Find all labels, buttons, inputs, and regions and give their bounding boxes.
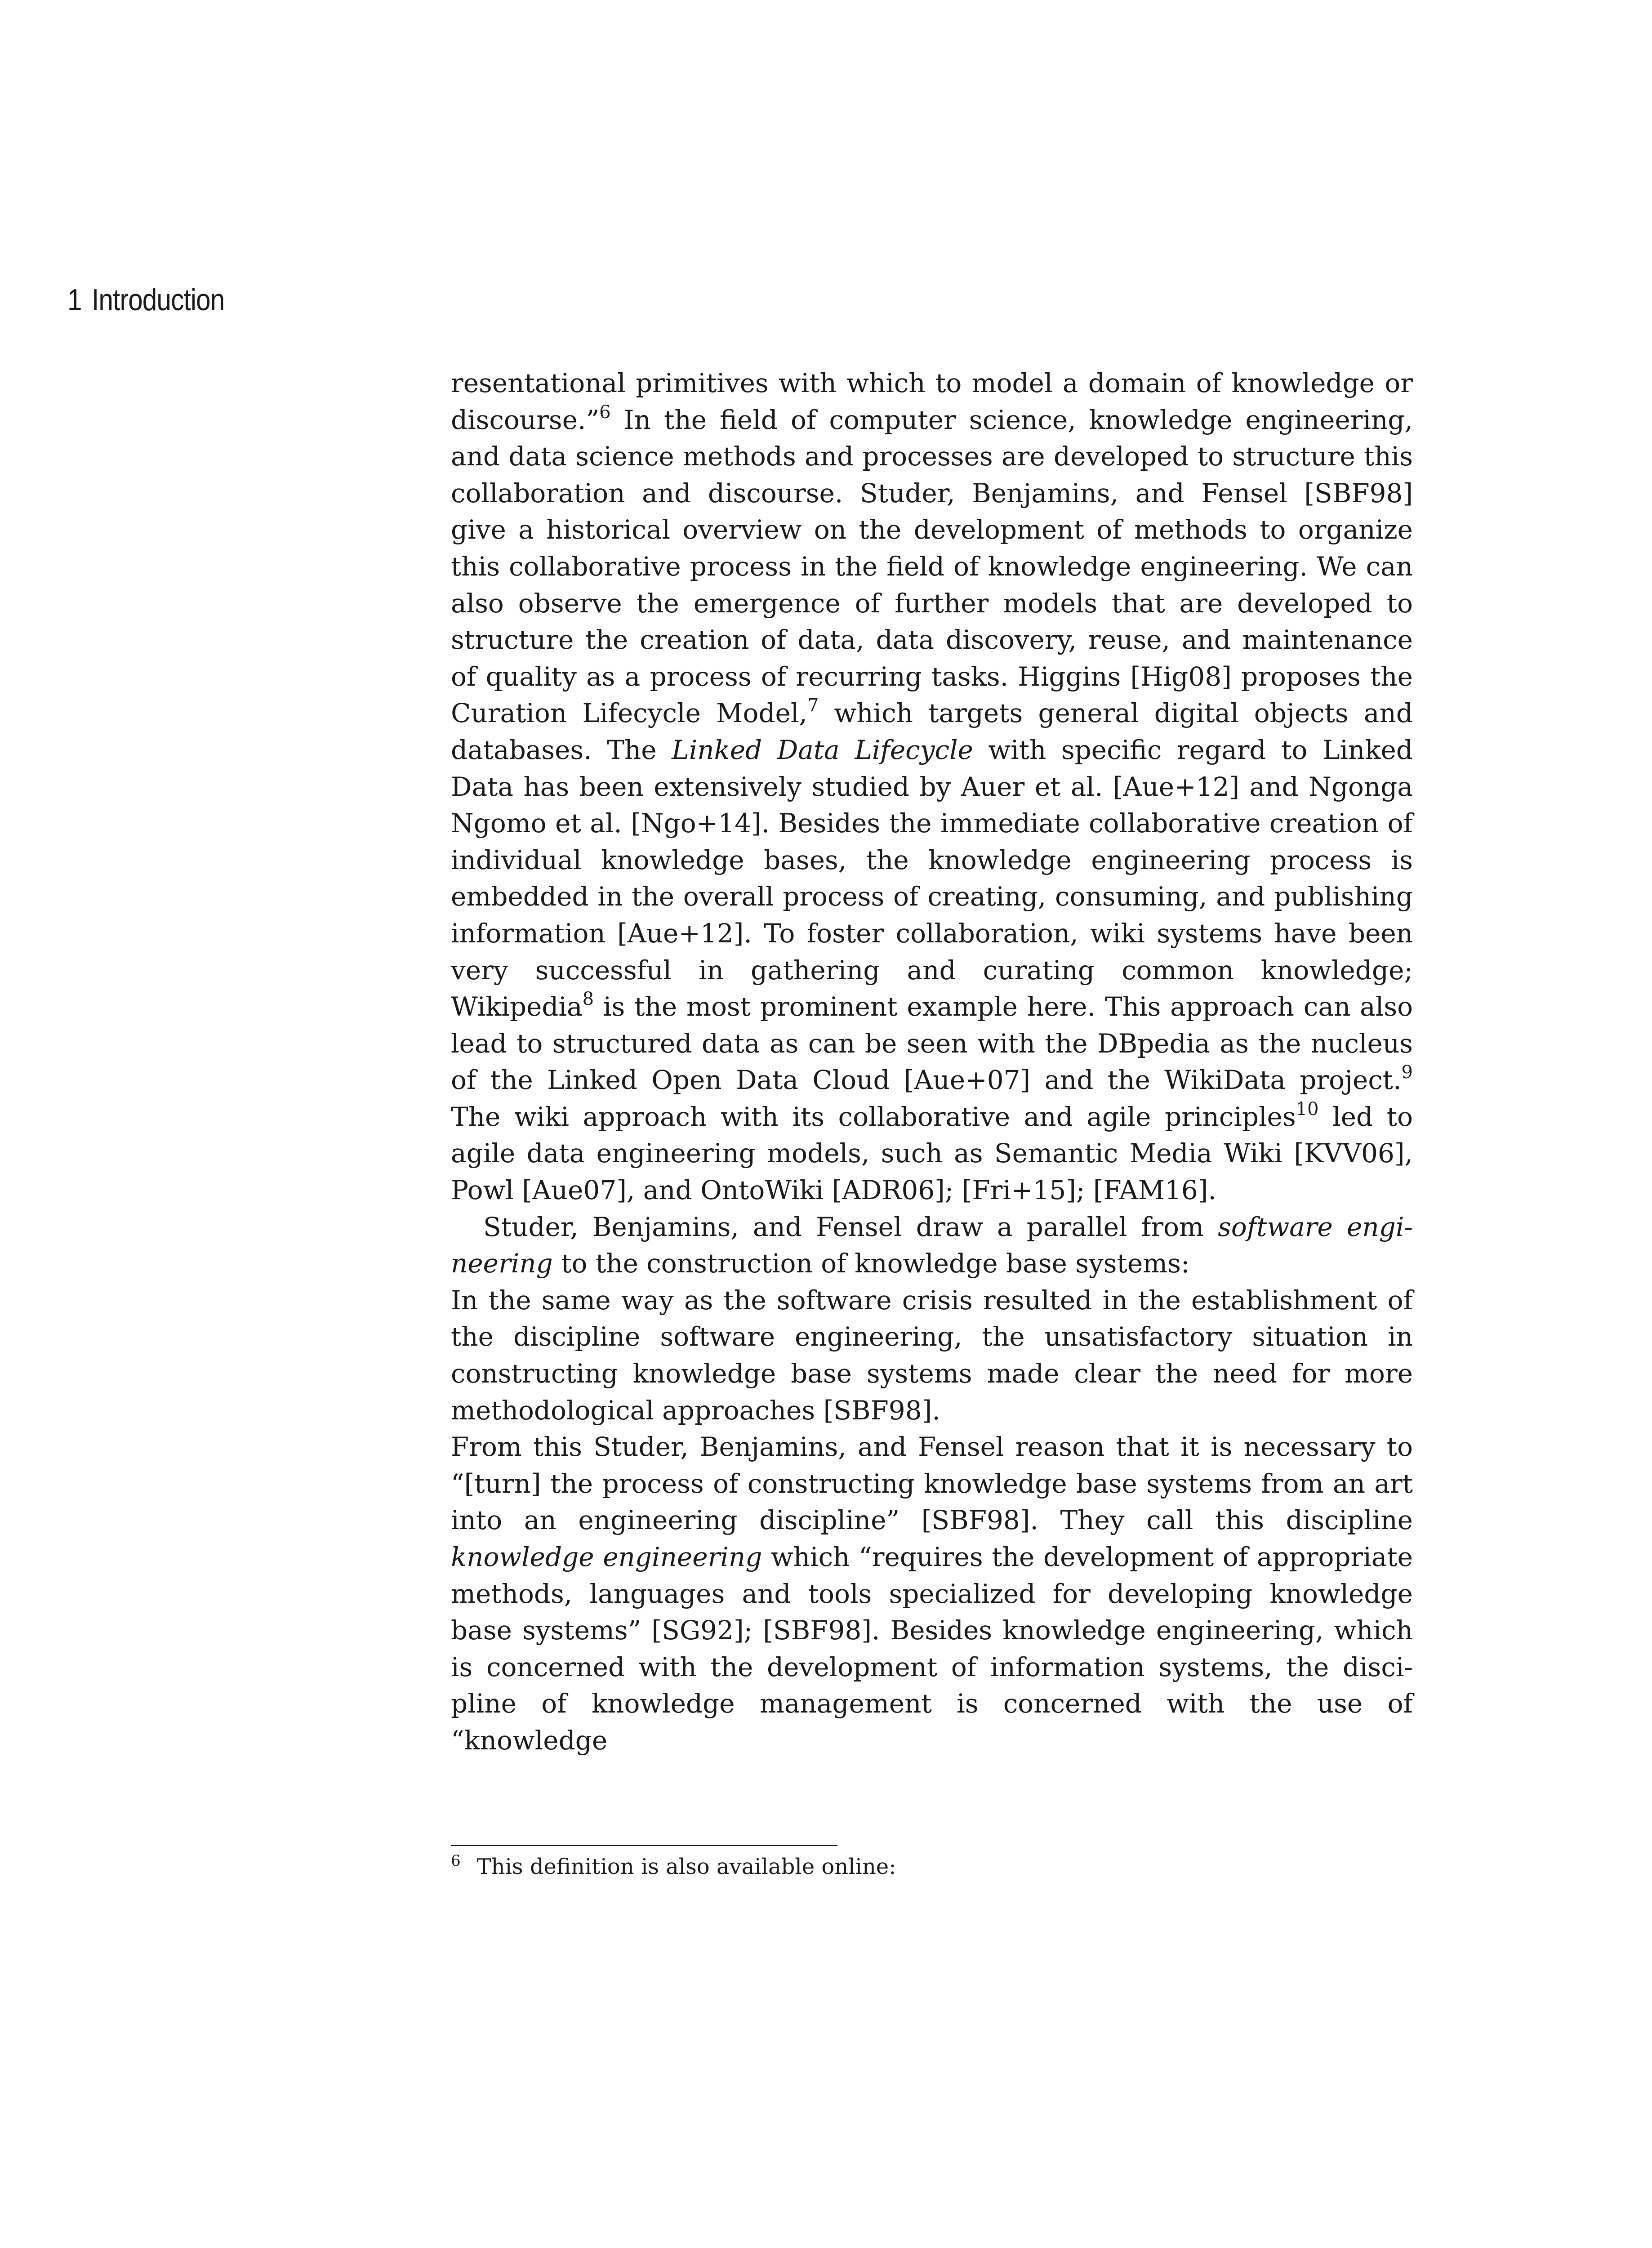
chapter-title: Introduction: [92, 283, 225, 317]
footnote-number: 6: [451, 1852, 461, 1870]
paragraph-2: [451, 1209, 1413, 1282]
footnote-ref-8[interactable]: 8: [582, 989, 594, 1010]
text-run: led to agile data engineering models, such as Semantic Media Wiki [KVV06], Powl [Aue07], and OntoWiki [ADR06]; [Fri+15]; [FAM16].: [451, 1101, 1413, 1206]
footnote-ref-9[interactable]: 9: [1401, 1062, 1413, 1083]
emphasis: Linked Data Lifecycle: [672, 734, 973, 765]
running-head: [67, 282, 224, 317]
text-run: From this Studer, Benjamins, and Fensel reason that it is necessary to “[turn] the process of constructing knowledge base systems from an art into an engineering discipline” [SBF98]. They call this discipline: [451, 1432, 1413, 1536]
text-run: In the field of computer science, knowledge engineering, and data science methods and processes are developed to structure this collaboration and discourse. Studer, Benjamins, and Fensel [SBF98] give a historical overview on the development of methods to organize this collaborative process in the field of knowledge engineering. We can also observe the emergence of further models that are developed to structure the creation of data, data discovery, reuse, and maintenance of quality as a process of recurring tasks. Higgins [Hig08] proposes the Curation Lifecycle Model,: [451, 404, 1413, 729]
footnote-rule: [451, 1845, 837, 1846]
emphasis: software engineering: [451, 1211, 1413, 1279]
text-run: is the most prominent example here. This approach can also lead to structured data as can be seen with the DBpedia as the nucleus of the Linked Open Data Cloud [Aue+07] and the WikiData project.: [451, 991, 1413, 1096]
footnote-ref-7[interactable]: 7: [807, 695, 819, 716]
chapter-number: 1: [67, 283, 82, 317]
text-run: which targets general digital objects and databases. The: [451, 698, 1413, 765]
footnote-ref-10[interactable]: 10: [1296, 1098, 1319, 1120]
paragraph-3: [451, 1429, 1413, 1759]
text-run: The wiki approach with its collaborative and agile principles: [451, 1101, 1296, 1132]
text-run: Studer, Benjamins, and Fensel draw a parallel from: [483, 1211, 1218, 1242]
text-run: which “requires the development of appropriate methods, languages and tools specialized for developing knowledge base systems” [SG92]; [SBF98]. Besides knowledge engineering, which is concerned with the development of information systems, the discipline of knowledge management is concerned with the use of “knowledge: [451, 1542, 1413, 1756]
body-text: [451, 365, 1413, 1759]
footnote-text: This definition is also available online:: [476, 1854, 896, 1879]
text-run: to the construction of knowledge base systems:: [552, 1248, 1190, 1279]
footnote-6: [451, 1852, 1413, 1881]
text-run: resentational primitives with which to model a domain of knowledge or discourse.”: [451, 368, 1413, 435]
text-run: with specific regard to Linked Data has been extensively studied by Auer et al. [Aue+12] and Ngonga Ngomo et al. [Ngo+14]. Besides the immediate collaborative creation of individual knowledge bases, the knowledge engineering process is embedded in the overall process of creating, consuming, and publishing information [Aue+12]. To foster collaboration, wiki systems have been very successful in gathering and curating common knowledge; Wikipedia: [451, 734, 1413, 1022]
block-quote: In the same way as the software crisis resulted in the establishment of the discipline software engineering, the unsatisfactory situation in constructing knowledge base systems made clear the need for more methodological approaches [SBF98].: [451, 1285, 1413, 1426]
paragraph-1: [451, 365, 1413, 1209]
footnote-ref-6[interactable]: 6: [599, 401, 611, 423]
emphasis: knowledge engineering: [451, 1542, 762, 1572]
